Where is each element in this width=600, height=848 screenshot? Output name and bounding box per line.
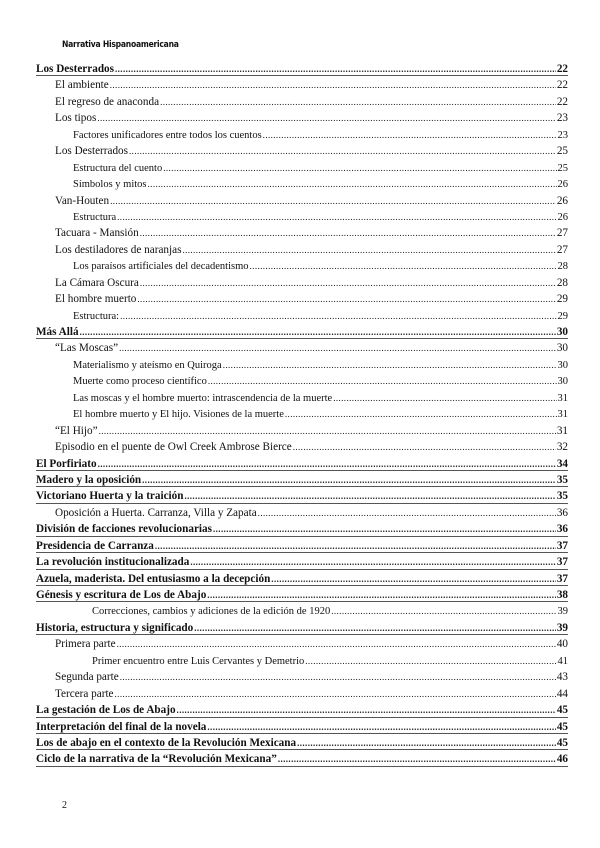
toc-dot-leader: [182, 242, 555, 258]
toc-entry[interactable]: [36, 406, 568, 422]
toc-entry[interactable]: [36, 521, 568, 537]
toc-dot-leader: [207, 719, 555, 735]
toc-entry[interactable]: [36, 225, 568, 241]
toc-entry-title: Historia, estructura y significado: [36, 621, 194, 634]
toc-dot-leader: [213, 521, 556, 537]
toc-entry-page: 23: [556, 112, 568, 125]
toc-entry-page: 22: [556, 95, 568, 108]
toc-dot-leader: [120, 669, 556, 685]
toc-entry-page: 38: [556, 589, 568, 601]
toc-entry-title: Factores unificadores entre todos los cuentos: [73, 129, 262, 141]
toc-entry-page: 29: [557, 310, 568, 322]
toc-entry-title: “El Hijo”: [55, 424, 98, 437]
toc-dot-leader: [163, 160, 556, 177]
toc-entry-page: 37: [556, 572, 568, 585]
toc-entry-title: Primera parte: [55, 638, 116, 651]
toc-entry-title: La Cámara Oscura: [55, 276, 139, 289]
toc-dot-leader: [80, 324, 556, 340]
toc-entry-title: Estructura:: [73, 310, 120, 322]
toc-entry[interactable]: [36, 176, 568, 192]
table-of-contents: [36, 61, 568, 768]
toc-dot-leader: [208, 373, 557, 390]
toc-entry[interactable]: [36, 751, 568, 767]
toc-entry-title: Los Desterrados: [36, 63, 114, 75]
toc-entry-title: Los de abajo en el contexto de la Revolución Mexicana: [36, 736, 297, 749]
toc-entry-title: División de facciones revolucionarias: [36, 523, 212, 536]
toc-entry-title: Ciclo de la narrativa de la “Revolución Mexicana”: [36, 753, 277, 766]
toc-entry-page: 27: [556, 243, 568, 256]
toc-entry[interactable]: [36, 340, 568, 356]
toc-dot-leader: [140, 225, 556, 241]
toc-entry-title: Madero y la oposición: [36, 473, 142, 486]
toc-entry[interactable]: [36, 669, 568, 685]
toc-entry[interactable]: [36, 258, 568, 274]
toc-entry-title: Primer encuentro entre Luis Cervantes y Demetrio: [92, 655, 305, 667]
toc-entry[interactable]: [36, 505, 568, 521]
toc-entry-title: Interpretación del final de la novela: [36, 720, 207, 733]
toc-entry-title: Los paraísos artificiales del decadentismo: [73, 261, 249, 273]
toc-entry-title: El Porfiriato: [36, 457, 97, 470]
toc-entry[interactable]: [36, 603, 568, 619]
toc-entry[interactable]: [36, 456, 568, 472]
toc-entry-title: Materialismo y ateísmo en Quiroga: [73, 359, 222, 371]
toc-entry[interactable]: [36, 488, 568, 504]
toc-entry-title: Las moscas y el hombre muerto: intrascendencia de la muerte: [73, 392, 333, 404]
toc-dot-leader: [120, 308, 556, 325]
running-header: Narrativa Hispanoamericana: [62, 40, 179, 50]
toc-entry-page: 45: [556, 720, 568, 733]
toc-dot-leader: [223, 357, 557, 374]
toc-entry-page: 35: [556, 490, 568, 503]
toc-entry-page: 37: [556, 539, 568, 552]
toc-entry-page: 28: [557, 261, 568, 273]
toc-entry[interactable]: [36, 291, 568, 307]
toc-entry-title: “Las Moscas”: [55, 342, 119, 355]
toc-entry-page: 30: [557, 359, 568, 371]
toc-entry-page: 32: [556, 441, 568, 454]
toc-dot-leader: [297, 735, 556, 751]
toc-dot-leader: [207, 587, 556, 603]
toc-entry[interactable]: [36, 620, 568, 636]
toc-entry-page: 39: [556, 621, 568, 634]
toc-entry-title: El regreso de anaconda: [55, 95, 160, 108]
toc-dot-leader: [184, 488, 555, 504]
toc-entry-title: Muerte como proceso científico: [73, 376, 207, 388]
toc-entry[interactable]: [36, 538, 568, 554]
toc-entry-page: 22: [556, 79, 568, 92]
toc-entry-title: Van-Houten: [55, 194, 110, 207]
toc-entry-title: El ambiente: [55, 79, 109, 92]
toc-entry[interactable]: [36, 324, 568, 340]
toc-dot-leader: [117, 636, 556, 652]
toc-entry-title: El hombre muerto y El hijo. Visiones de la muerte: [73, 409, 284, 421]
toc-dot-leader: [148, 176, 557, 193]
toc-entry-title: Estructura del cuento: [73, 162, 163, 174]
toc-dot-leader: [119, 340, 556, 356]
toc-entry[interactable]: [36, 127, 568, 143]
toc-entry-page: 41: [557, 655, 568, 667]
toc-entry-title: Más Allá: [36, 326, 79, 338]
toc-entry[interactable]: [36, 110, 568, 126]
toc-entry[interactable]: [36, 735, 568, 751]
toc-entry-page: 26: [556, 194, 568, 207]
toc-entry[interactable]: [36, 439, 568, 455]
toc-entry-title: Presidencia de Carranza: [36, 539, 154, 552]
toc-dot-leader: [110, 77, 556, 93]
page-number: 2: [62, 800, 67, 811]
toc-entry[interactable]: [36, 571, 568, 587]
toc-entry[interactable]: [36, 686, 568, 702]
toc-entry[interactable]: [36, 242, 568, 258]
toc-dot-leader: [258, 505, 556, 521]
toc-entry-title: Los tipos: [55, 112, 97, 125]
toc-dot-leader: [285, 406, 557, 423]
toc-entry[interactable]: [36, 390, 568, 406]
toc-entry-page: 36: [556, 523, 568, 536]
toc-entry[interactable]: [36, 423, 568, 439]
toc-entry[interactable]: [36, 61, 568, 77]
toc-entry-title: Segunda parte: [55, 671, 119, 684]
toc-entry[interactable]: [36, 275, 568, 291]
toc-dot-leader: [177, 702, 556, 718]
toc-entry-page: 31: [557, 409, 568, 421]
toc-dot-leader: [129, 143, 556, 159]
toc-entry-title: Los destiladores de naranjas: [55, 243, 182, 256]
toc-dot-leader: [140, 275, 556, 291]
toc-entry-title: Símbolos y mitos: [73, 179, 147, 191]
toc-entry-page: 40: [556, 638, 568, 651]
toc-entry[interactable]: [36, 308, 568, 324]
toc-entry-page: 37: [556, 556, 568, 569]
toc-entry-page: 34: [556, 457, 568, 470]
toc-entry-title: Génesis y escritura de Los de Abajo: [36, 589, 207, 601]
toc-entry-title: Tercera parte: [55, 687, 114, 700]
toc-entry-page: 23: [557, 129, 568, 141]
toc-entry-page: 45: [556, 736, 568, 749]
toc-entry[interactable]: [36, 160, 568, 176]
toc-dot-leader: [115, 61, 556, 77]
toc-dot-leader: [99, 423, 556, 439]
toc-entry-page: 25: [557, 162, 568, 174]
toc-entry-page: 43: [556, 671, 568, 684]
toc-entry-page: 46: [556, 753, 568, 766]
toc-dot-leader: [293, 439, 556, 455]
toc-entry-page: 36: [556, 506, 568, 519]
toc-entry-page: 26: [557, 179, 568, 191]
toc-dot-leader: [263, 127, 557, 144]
toc-dot-leader: [137, 291, 555, 307]
toc-entry-page: 22: [556, 63, 568, 75]
toc-entry[interactable]: [36, 472, 568, 488]
toc-entry-page: 35: [556, 473, 568, 486]
toc-entry[interactable]: [36, 653, 568, 669]
toc-dot-leader: [110, 193, 556, 209]
toc-entry[interactable]: [36, 143, 568, 159]
toc-entry-page: 30: [556, 342, 568, 355]
toc-entry-page: 45: [556, 704, 568, 717]
toc-entry[interactable]: [36, 587, 568, 603]
toc-entry-page: 31: [557, 392, 568, 404]
toc-entry-title: Victoriano Huerta y la traición: [36, 490, 184, 503]
toc-dot-leader: [97, 110, 555, 126]
toc-entry[interactable]: [36, 702, 568, 718]
toc-dot-leader: [331, 603, 556, 620]
toc-dot-leader: [194, 620, 556, 636]
toc-entry-title: La revolución institucionalizada: [36, 556, 190, 569]
toc-entry-page: 30: [556, 326, 568, 338]
toc-dot-leader: [155, 538, 556, 554]
toc-entry-title: La gestación de Los de Abajo: [36, 704, 176, 717]
toc-entry[interactable]: [36, 636, 568, 652]
toc-dot-leader: [271, 571, 556, 587]
toc-entry[interactable]: [36, 373, 568, 389]
toc-dot-leader: [115, 686, 556, 702]
toc-entry[interactable]: [36, 94, 568, 110]
toc-entry-title: Oposición a Huerta. Carranza, Villa y Zapata: [55, 506, 257, 519]
toc-entry-title: Azuela, maderista. Del entusiasmo a la decepción: [36, 572, 271, 585]
toc-dot-leader: [117, 209, 556, 226]
toc-entry-title: Los Desterrados: [55, 145, 129, 158]
toc-entry[interactable]: [36, 77, 568, 93]
toc-entry[interactable]: [36, 193, 568, 209]
toc-entry-page: 39: [557, 606, 568, 618]
toc-entry-page: 25: [556, 145, 568, 158]
toc-entry-page: 30: [557, 376, 568, 388]
toc-entry[interactable]: [36, 719, 568, 735]
toc-dot-leader: [160, 94, 556, 110]
toc-entry-title: Estructura: [73, 211, 117, 223]
toc-dot-leader: [250, 258, 557, 275]
toc-dot-leader: [333, 390, 556, 407]
toc-entry-page: 44: [556, 687, 568, 700]
toc-entry-title: Tacuara - Mansión: [55, 227, 139, 240]
toc-dot-leader: [98, 456, 556, 472]
toc-entry-page: 26: [557, 211, 568, 223]
toc-entry-title: El hombre muerto: [55, 293, 137, 306]
toc-entry-title: Correcciones, cambios y adiciones de la edición de 1920: [92, 606, 331, 618]
toc-entry-page: 28: [556, 276, 568, 289]
toc-dot-leader: [305, 653, 556, 670]
toc-entry[interactable]: [36, 209, 568, 225]
toc-entry[interactable]: [36, 554, 568, 570]
toc-entry-page: 31: [556, 424, 568, 437]
toc-dot-leader: [190, 554, 555, 570]
toc-entry-page: 29: [556, 293, 568, 306]
toc-entry-page: 27: [556, 227, 568, 240]
toc-entry-title: Episodio en el puente de Owl Creek Ambrose Bierce: [55, 441, 292, 454]
toc-dot-leader: [142, 472, 556, 488]
toc-dot-leader: [278, 751, 556, 767]
toc-entry[interactable]: [36, 357, 568, 373]
